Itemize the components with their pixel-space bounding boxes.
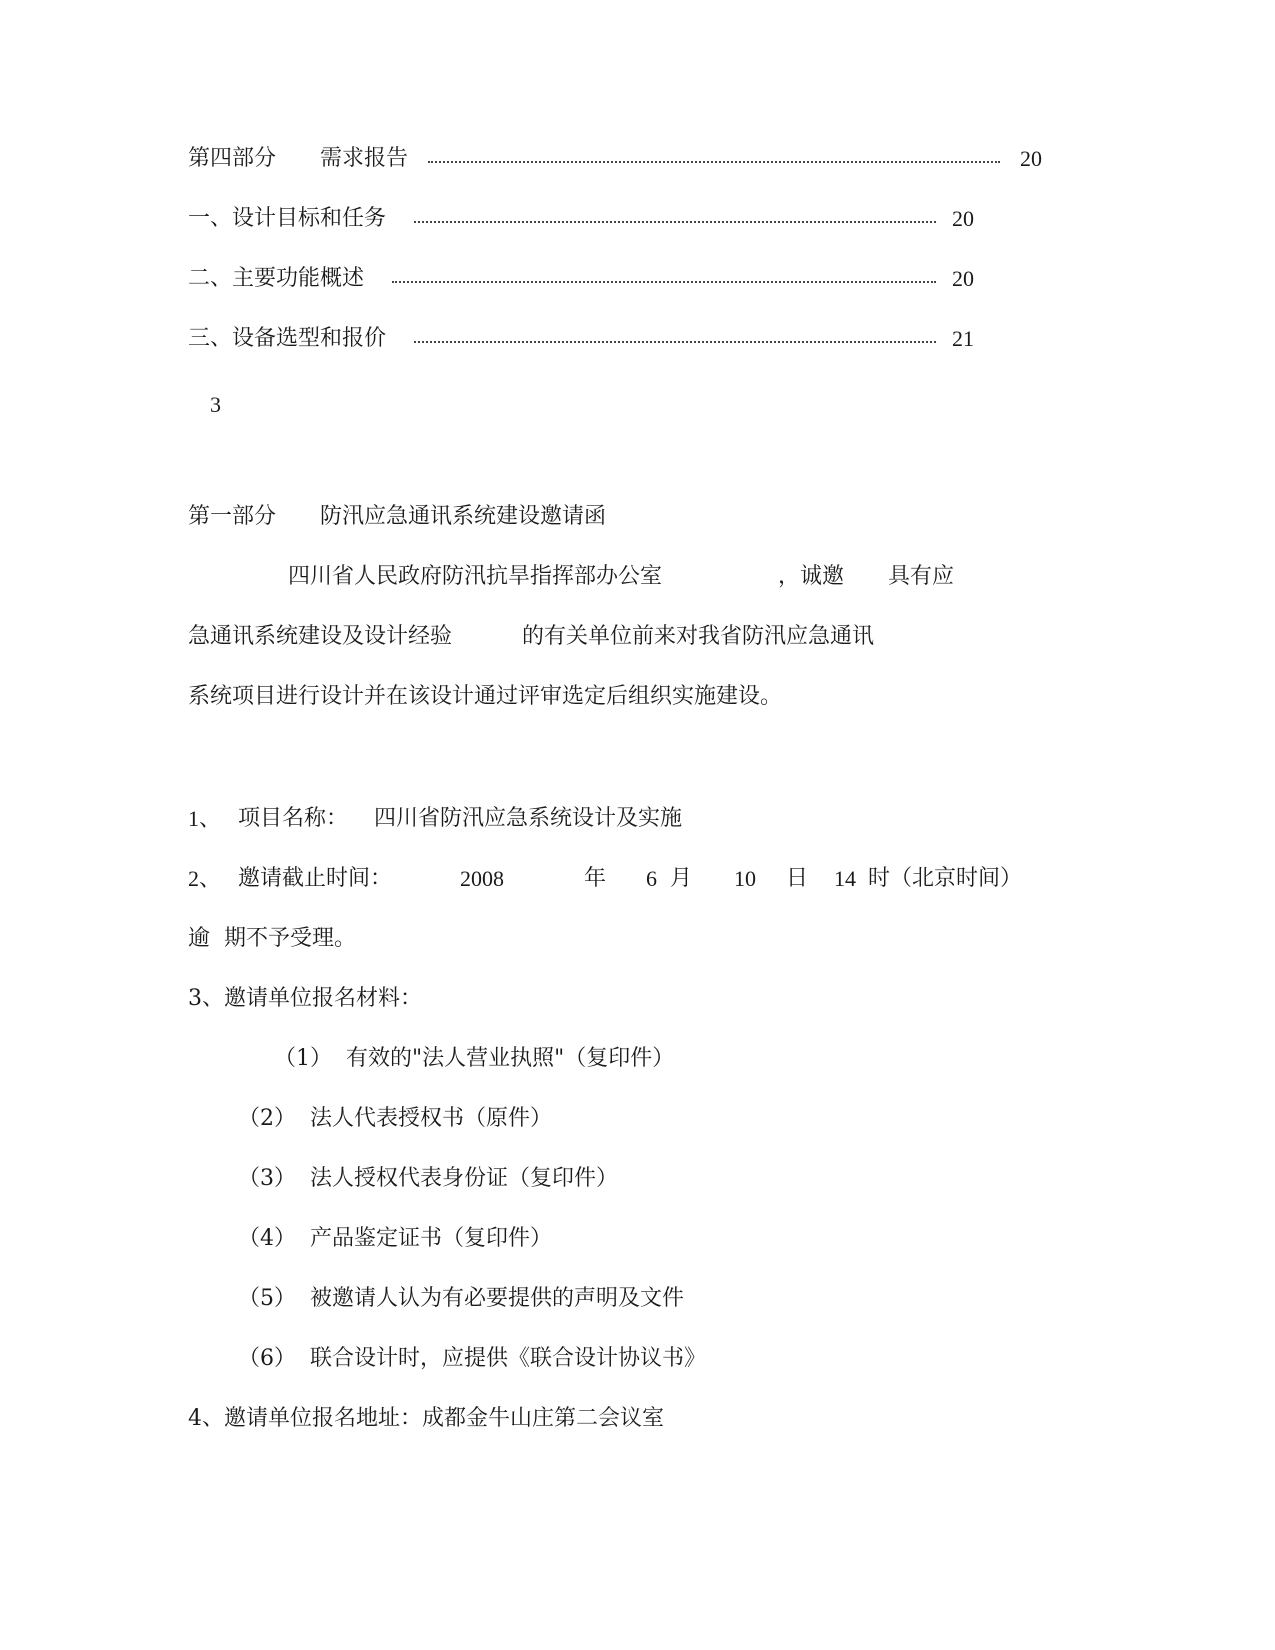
material-text: 产品鉴定证书（复印件） <box>310 1226 553 1251</box>
material-text: 法人授权代表身份证（复印件） <box>310 1166 619 1191</box>
item-1-label: 项目名称： <box>238 806 349 831</box>
toc-leader-dots <box>414 217 936 223</box>
item-2-label: 邀请截止时间： <box>238 866 393 891</box>
material-text: 联合设计时，应提供《联合设计协议书》 <box>310 1346 707 1371</box>
toc-entry[interactable] <box>188 265 988 293</box>
material-number: （4） <box>238 1226 296 1251</box>
intro-line-2b: 的有关单位前来对我省防汛应急通讯 <box>522 624 875 649</box>
item-4-text: 4、邀请单位报名地址：成都金牛山庄第二会议室 <box>188 1406 664 1431</box>
toc-leader-dots <box>414 337 936 343</box>
item-2-month: 6 <box>646 866 657 891</box>
item-2-day: 10 <box>734 866 756 891</box>
toc-leader-dots <box>428 157 1000 163</box>
toc-entry-label: 二、主要功能概述 <box>188 265 370 293</box>
material-number: （6） <box>238 1346 296 1371</box>
material-number: （3） <box>238 1166 296 1191</box>
item-2-month-unit: 月 <box>670 866 693 891</box>
item-2-hour: 14 <box>834 866 856 891</box>
item-2-year: 2008 <box>460 866 504 891</box>
material-number: （2） <box>238 1106 296 1131</box>
toc-entry-label: 一、设计目标和任务 <box>188 205 392 233</box>
item-2-day-unit: 日 <box>786 866 809 891</box>
toc-entry[interactable] <box>188 205 988 233</box>
item-3-heading: 3、邀请单位报名材料： <box>188 986 422 1011</box>
toc-entry-page: 21 <box>952 326 974 351</box>
toc-entry-label: 三、设备选型和报价 <box>188 325 392 353</box>
section-title: 第一部分 防汛应急通讯系统建设邀请函 <box>188 504 607 529</box>
intro-invite: ，诚邀 <box>778 564 845 589</box>
item-2-year-unit: 年 <box>584 866 607 891</box>
material-text: 有效的"法人营业执照"（复印件） <box>346 1046 675 1071</box>
toc-entry-label: 第四部分 需求报告 <box>188 145 414 173</box>
item-1-value: 四川省防汛应急系统设计及实施 <box>374 806 683 831</box>
toc-entry-page: 20 <box>952 206 974 231</box>
intro-org: 四川省人民政府防汛抗旱指挥部办公室 <box>288 564 663 589</box>
item-2-hour-unit: 时（北京时间） <box>868 866 1023 891</box>
toc-entry[interactable] <box>188 325 988 353</box>
item-1-number: 1、 <box>188 806 222 831</box>
toc-entry-page: 20 <box>1020 146 1042 171</box>
intro-rest: 具有应 <box>888 564 955 589</box>
material-text: 法人代表授权书（原件） <box>310 1106 553 1131</box>
intro-line-3: 系统项目进行设计并在该设计通过评审选定后组织实施建设。 <box>188 684 783 709</box>
material-text: 被邀请人认为有必要提供的声明及文件 <box>310 1286 685 1311</box>
toc-entry[interactable] <box>188 145 1048 173</box>
toc-entry-page: 20 <box>952 266 974 291</box>
toc-leader-dots <box>392 277 936 283</box>
item-2-overdue-a: 逾 <box>188 926 211 951</box>
item-2-number: 2、 <box>188 866 222 891</box>
intro-line-2a: 急通讯系统建设及设计经验 <box>188 624 453 649</box>
page-number: 3 <box>210 392 221 417</box>
item-2-overdue-b: 期不予受理。 <box>224 926 357 951</box>
material-number: （1） <box>274 1046 332 1071</box>
material-number: （5） <box>238 1286 296 1311</box>
